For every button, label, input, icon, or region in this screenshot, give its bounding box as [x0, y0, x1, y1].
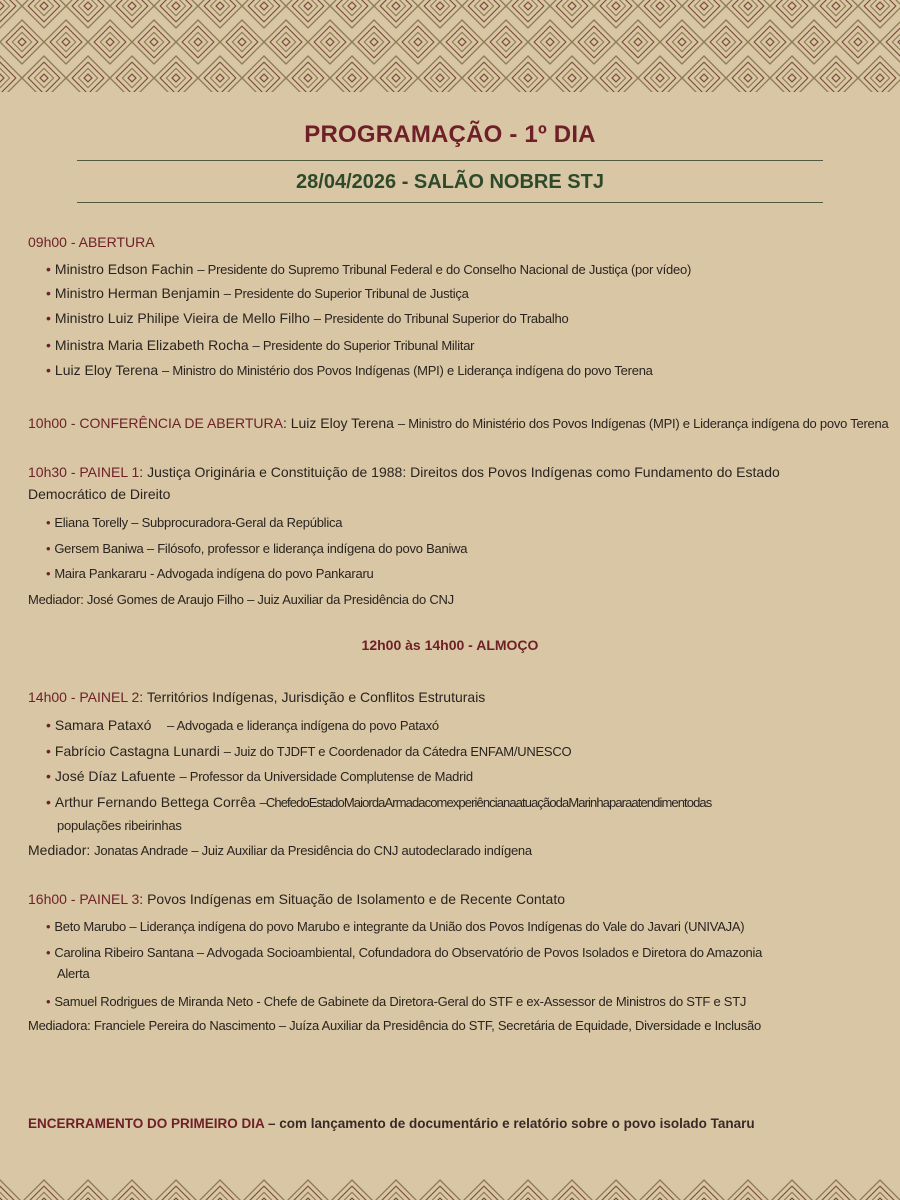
- speaker-role: – Presidente do Superior Tribunal Militar: [252, 338, 475, 353]
- section-abertura-heading: 09h00 - ABERTURA: [28, 234, 155, 250]
- speaker-role: –ChefedoEstadoMaiordaArmadacomexperiêncianaatuaçãodaMarinhaparaatendimentodas: [259, 795, 712, 810]
- mediator-text: Jonatas Andrade – Juiz Auxiliar da Presidência do CNJ autodeclarado indígena: [94, 843, 532, 858]
- speaker-role: – Advogada e liderança indígena do povo Pataxó: [166, 718, 439, 733]
- mediator: [28, 841, 532, 860]
- speaker-role: – Presidente do Superior Tribunal de Justiça: [223, 286, 469, 301]
- list-item: [46, 716, 439, 735]
- closing-text: – com lançamento de documentário e relatório sobre o povo isolado Tanaru: [264, 1116, 755, 1131]
- colon: :: [282, 415, 287, 431]
- speaker-role: – Ministro do Ministério dos Povos Indígenas (MPI) e Liderança indígena do povo Terena: [397, 416, 889, 431]
- section-label: 14h00 - PAINEL 2: [28, 689, 140, 705]
- title-divider-top: [77, 160, 823, 161]
- section-painel3-heading: [28, 890, 565, 908]
- section-topic: : Justiça Originária e Constituição de 1988: Direitos dos Povos Indígenas como Fundamento do Estado: [139, 464, 780, 480]
- list-item: • Carolina Ribeiro Santana – Advogada Socioambiental, Cofundadora do Observatório de Povos Isolados e Diretora do Amazonia: [46, 944, 762, 962]
- speaker-name: Arthur Fernando Bettega Corrêa: [54, 794, 256, 810]
- list-item: [46, 336, 474, 355]
- list-item: • Eliana Torelly – Subprocuradora-Geral da República: [46, 514, 342, 532]
- section-topic-continued: Democrático de Direito: [28, 486, 171, 502]
- mediator-label: Mediador:: [28, 842, 91, 858]
- closing-note: [28, 1116, 755, 1131]
- section-conferencia: [28, 414, 888, 433]
- closing-label: ENCERRAMENTO DO PRIMEIRO DIA: [28, 1116, 265, 1131]
- speaker-role: – Juiz do TJDFT e Coordenador da Cátedra ENFAM/UNESCO: [223, 744, 572, 759]
- list-item: [46, 260, 691, 279]
- speaker-name: Ministro Herman Benjamin: [54, 285, 220, 301]
- list-item: [46, 742, 571, 761]
- mediator: Mediador: José Gomes de Araujo Filho – Juiz Auxiliar da Presidência do CNJ: [28, 592, 454, 607]
- speaker-name: Samara Pataxó: [54, 717, 152, 733]
- list-item: [46, 309, 568, 328]
- list-item: • Beto Marubo – Liderança indígena do povo Marubo e integrante da União dos Povos Indígenas do Vale do Javari (UNIVAJA): [46, 918, 744, 936]
- speaker-name: José Díaz Lafuente: [54, 768, 176, 784]
- list-item: [46, 284, 469, 303]
- speaker-name: Ministro Luiz Philipe Vieira de Mello Filho: [54, 310, 310, 326]
- mediator: Mediadora: Franciele Pereira do Nascimento – Juíza Auxiliar da Presidência do STF, Secretária de Equidade, Diversidade e Inclusão: [28, 1018, 761, 1033]
- speaker-name: Ministra Maria Elizabeth Rocha: [54, 337, 249, 353]
- section-label: 16h00 - PAINEL 3: [28, 891, 140, 907]
- list-item: [46, 767, 473, 786]
- list-item-continued: populações ribeirinhas: [57, 818, 182, 833]
- section-topic: : Territórios Indígenas, Jurisdição e Conflitos Estruturais: [139, 689, 486, 705]
- page-title: PROGRAMAÇÃO - 1º DIA: [304, 121, 596, 148]
- list-item-continued: Alerta: [57, 966, 90, 981]
- list-item: • Maira Pankararu - Advogada indígena do povo Pankararu: [46, 565, 374, 583]
- list-item: • Gersem Baniwa – Filósofo, professor e liderança indígena do povo Baniwa: [46, 540, 467, 558]
- speaker-name: Luiz Eloy Terena: [290, 415, 394, 431]
- speaker-role: – Presidente do Supremo Tribunal Federal e do Conselho Nacional de Justiça (por vídeo): [197, 262, 692, 277]
- list-item: • Samuel Rodrigues de Miranda Neto - Chefe de Gabinete da Diretora-Geral do STF e ex-Assessor de Ministros do STF e STJ: [46, 993, 746, 1011]
- speaker-role: – Professor da Universidade Complutense de Madrid: [179, 769, 473, 784]
- title-divider-bottom: [77, 202, 823, 203]
- speaker-name: Fabrício Castagna Lunardi: [54, 743, 220, 759]
- section-painel1-heading: [28, 463, 780, 481]
- decorative-border-bottom: [0, 1176, 900, 1200]
- decorative-border-top: [0, 0, 900, 92]
- section-label: 10h30 - PAINEL 1: [28, 464, 140, 480]
- speaker-name: Ministro Edson Fachin: [54, 261, 194, 277]
- list-item: [46, 793, 711, 812]
- speaker-role: – Ministro do Ministério dos Povos Indígenas (MPI) e Liderança indígena do povo Terena: [162, 363, 653, 378]
- list-item: [46, 361, 653, 380]
- page-subtitle: 28/04/2026 - SALÃO NOBRE STJ: [296, 171, 604, 193]
- section-label: 10h00 - CONFERÊNCIA DE ABERTURA: [28, 415, 283, 431]
- section-painel2-heading: [28, 688, 485, 706]
- lunch-break: 12h00 às 14h00 - ALMOÇO: [361, 637, 539, 653]
- speaker-role: – Presidente do Tribunal Superior do Trabalho: [313, 311, 569, 326]
- section-topic: : Povos Indígenas em Situação de Isolamento e de Recente Contato: [139, 891, 566, 907]
- speaker-name: Luiz Eloy Terena: [54, 362, 159, 378]
